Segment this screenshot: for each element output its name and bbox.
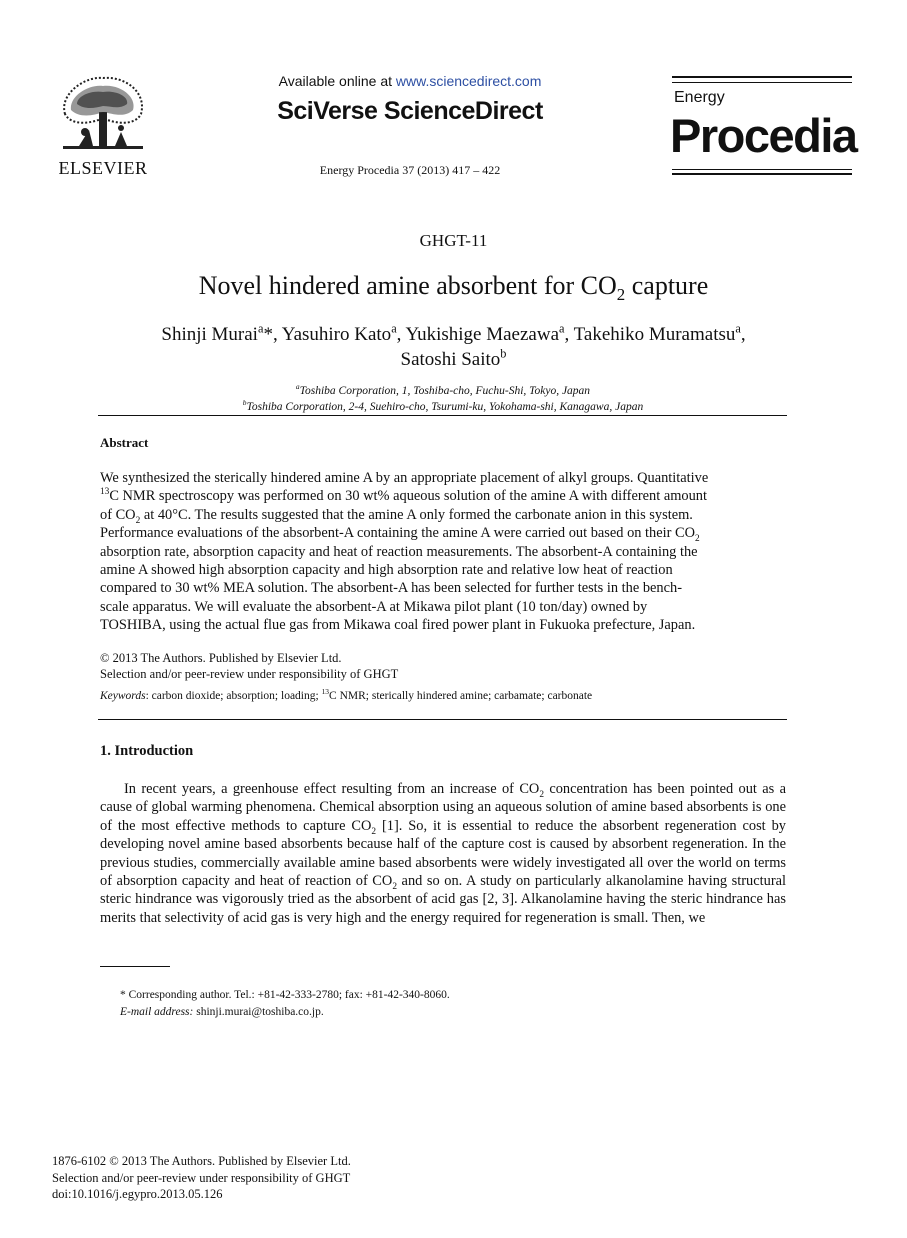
author-sep: , bbox=[272, 324, 282, 345]
abstract-line bbox=[100, 524, 786, 545]
review-line: Selection and/or peer-review under responsibility of GHGT bbox=[100, 667, 399, 681]
affiliation-text: Toshiba Corporation, 2-4, Suehiro-cho, Tsurumi-ku, Yokohama-shi, Kanagawa, Japan bbox=[246, 401, 644, 413]
email-line bbox=[120, 1006, 324, 1018]
journal-logo-rule-bottom bbox=[672, 173, 852, 175]
intro-sub: 2 bbox=[392, 881, 397, 892]
paper-title bbox=[0, 271, 907, 305]
affiliation-a bbox=[100, 382, 786, 397]
affiliation-b bbox=[100, 398, 786, 413]
author-affil-sup: a bbox=[735, 321, 741, 336]
intro-sub: 2 bbox=[539, 789, 544, 800]
abstract-line bbox=[100, 487, 786, 505]
abstract-line: TOSHIBA, using the actual flue gas from Mikawa coal fired power plant in Fukuoka prefecture, Japan. bbox=[100, 617, 696, 634]
email-label: E-mail address: bbox=[120, 1006, 194, 1018]
intro-text: and so on. A study on particularly alkanolamine having structural steric hindrance was vigorously tried as the absorbent of acid gas [2, 3]. Alkanolamine having the steric hindrance has merits that selectivity of acid gas is very high and the energy required for regeneration is small. Then, we bbox=[100, 873, 786, 926]
sciencedirect-link[interactable]: www.sciencedirect.com bbox=[395, 73, 542, 89]
journal-logo-energy: Energy bbox=[674, 89, 725, 106]
author-sep: , bbox=[740, 324, 746, 345]
author-name: Yukishige Maezawa bbox=[405, 324, 559, 345]
keywords-post: C NMR; sterically hindered amine; carbamate; carbonate bbox=[329, 690, 593, 702]
copyright-block bbox=[100, 650, 398, 682]
affiliation-text: Toshiba Corporation, 1, Toshiba-cho, Fuchu-Shi, Tokyo, Japan bbox=[299, 385, 591, 397]
title-pre: Novel hindered amine absorbent for CO bbox=[198, 271, 617, 300]
author-name: Yasuhiro Kato bbox=[281, 324, 392, 345]
copyright-line: © 2013 The Authors. Published by Elsevier Ltd. bbox=[100, 651, 342, 665]
abstract-line: absorption rate, absorption capacity and heat of reaction measurements. The absorbent-A containing the bbox=[100, 543, 698, 560]
abstract-line: amine A showed high absorption capacity and high absorption rate and relative low heat of reaction bbox=[100, 562, 673, 579]
intro-sub: 2 bbox=[371, 826, 377, 837]
review-line: Selection and/or peer-review under responsibility of GHGT bbox=[52, 1170, 351, 1185]
intro-text: [1]. So, it is essential to reduce the absorbent regeneration cost by developing novel amine based absorbents because half of the capture cost is caused by absorbent regeneration. In the previous studies, commercially available amine based absorbents were widely investigated all over the world on terms of absorption capacity and heat of reaction of CO bbox=[100, 817, 786, 890]
title-post: capture bbox=[625, 271, 709, 300]
platform-name: SciVerse ScienceDirect bbox=[277, 97, 543, 125]
abstract-bottom-rule bbox=[98, 719, 787, 720]
available-online bbox=[200, 73, 620, 89]
abstract-heading: Abstract bbox=[100, 435, 149, 450]
abstract-body bbox=[100, 469, 786, 635]
author-mark: * bbox=[263, 324, 273, 345]
abstract-sup: 13 bbox=[100, 487, 110, 498]
doi-line[interactable]: doi:10.1016/j.egypro.2013.05.126 bbox=[52, 1187, 223, 1201]
introduction-body bbox=[100, 780, 786, 927]
abstract-line-text: Performance evaluations of the absorbent-A containing the amine A were carried out based on their CO bbox=[100, 525, 696, 542]
title-subscript: 2 bbox=[616, 285, 626, 305]
journal-logo-rule-bottom-thin bbox=[672, 169, 852, 170]
abstract-line: We synthesized the sterically hindered amine A by an appropriate placement of alkyl groups. Quantitative bbox=[100, 470, 709, 486]
available-prefix: Available online at bbox=[278, 73, 396, 89]
keywords-pre: : carbon dioxide; absorption; loading; bbox=[145, 690, 322, 702]
abstract-line-text: C NMR spectroscopy was performed on 30 wt% aqueous solution of the amine A with different amount bbox=[109, 488, 707, 505]
journal-logo-procedia: Procedia bbox=[670, 109, 857, 162]
author-name: Takehiko Muramatsu bbox=[573, 324, 736, 345]
author-affil-sup: b bbox=[500, 346, 507, 361]
keywords bbox=[100, 687, 786, 702]
intro-text: concentration has been pointed out as a cause of global warming phenomena. Chemical absorption using an aqueous solution of amine based absorbents is one of the most effective methods to capture CO bbox=[100, 781, 786, 834]
keywords-label: Keywords bbox=[100, 690, 146, 702]
author-list bbox=[80, 322, 827, 372]
abstract-line: compared to 30 wt% MEA solution. The absorbent-A has been selected for further tests in the bench- bbox=[100, 580, 682, 597]
conference-name: GHGT-11 bbox=[419, 231, 488, 250]
elsevier-tree-logo bbox=[55, 74, 151, 154]
corresponding-author: * Corresponding author. Tel.: +81-42-333-2780; fax: +81-42-340-8060. bbox=[120, 989, 450, 1001]
footnote-rule bbox=[100, 966, 170, 967]
author-sep: , bbox=[396, 324, 406, 345]
journal-reference: Energy Procedia 37 (2013) 417 – 422 bbox=[319, 163, 501, 177]
email-address[interactable]: shinji.murai@toshiba.co.jp. bbox=[193, 1006, 324, 1018]
abstract-line-text: of CO bbox=[100, 506, 136, 523]
affiliation-sup: b bbox=[242, 398, 247, 408]
author-affil-sup: a bbox=[391, 321, 397, 336]
publisher-name: ELSEVIER bbox=[58, 158, 148, 178]
author-sep: , bbox=[564, 324, 574, 345]
abstract-line-text: at 40°C. The results suggested that the amine A only formed the carbonate anion in this system. bbox=[140, 506, 693, 523]
author-name: Satoshi Saito bbox=[400, 349, 501, 370]
abstract-line: scale apparatus. We will evaluate the absorbent-A at Mikawa pilot plant (10 ton/day) owned by bbox=[100, 598, 648, 615]
author-affil-sup: a bbox=[257, 321, 264, 336]
abstract-line bbox=[100, 506, 786, 524]
affiliation-sup: a bbox=[295, 382, 300, 392]
issn-line: 1876-6102 © 2013 The Authors. Published by Elsevier Ltd. bbox=[52, 1154, 351, 1168]
author-name: Shinji Murai bbox=[161, 324, 258, 345]
author-affil-sup: a bbox=[559, 321, 565, 336]
abstract-top-rule bbox=[98, 415, 787, 416]
bottom-publication-info bbox=[52, 1153, 351, 1203]
journal-logo-rule-top bbox=[672, 76, 852, 78]
abstract-sub: 2 bbox=[695, 534, 700, 545]
section-heading: 1. Introduction bbox=[100, 743, 194, 759]
journal-logo-rule-top-thin bbox=[672, 82, 852, 83]
intro-text: In recent years, a greenhouse effect resulting from an increase of CO bbox=[124, 781, 540, 797]
abstract-sub: 2 bbox=[135, 515, 141, 526]
keywords-sup: 13 bbox=[321, 687, 330, 697]
